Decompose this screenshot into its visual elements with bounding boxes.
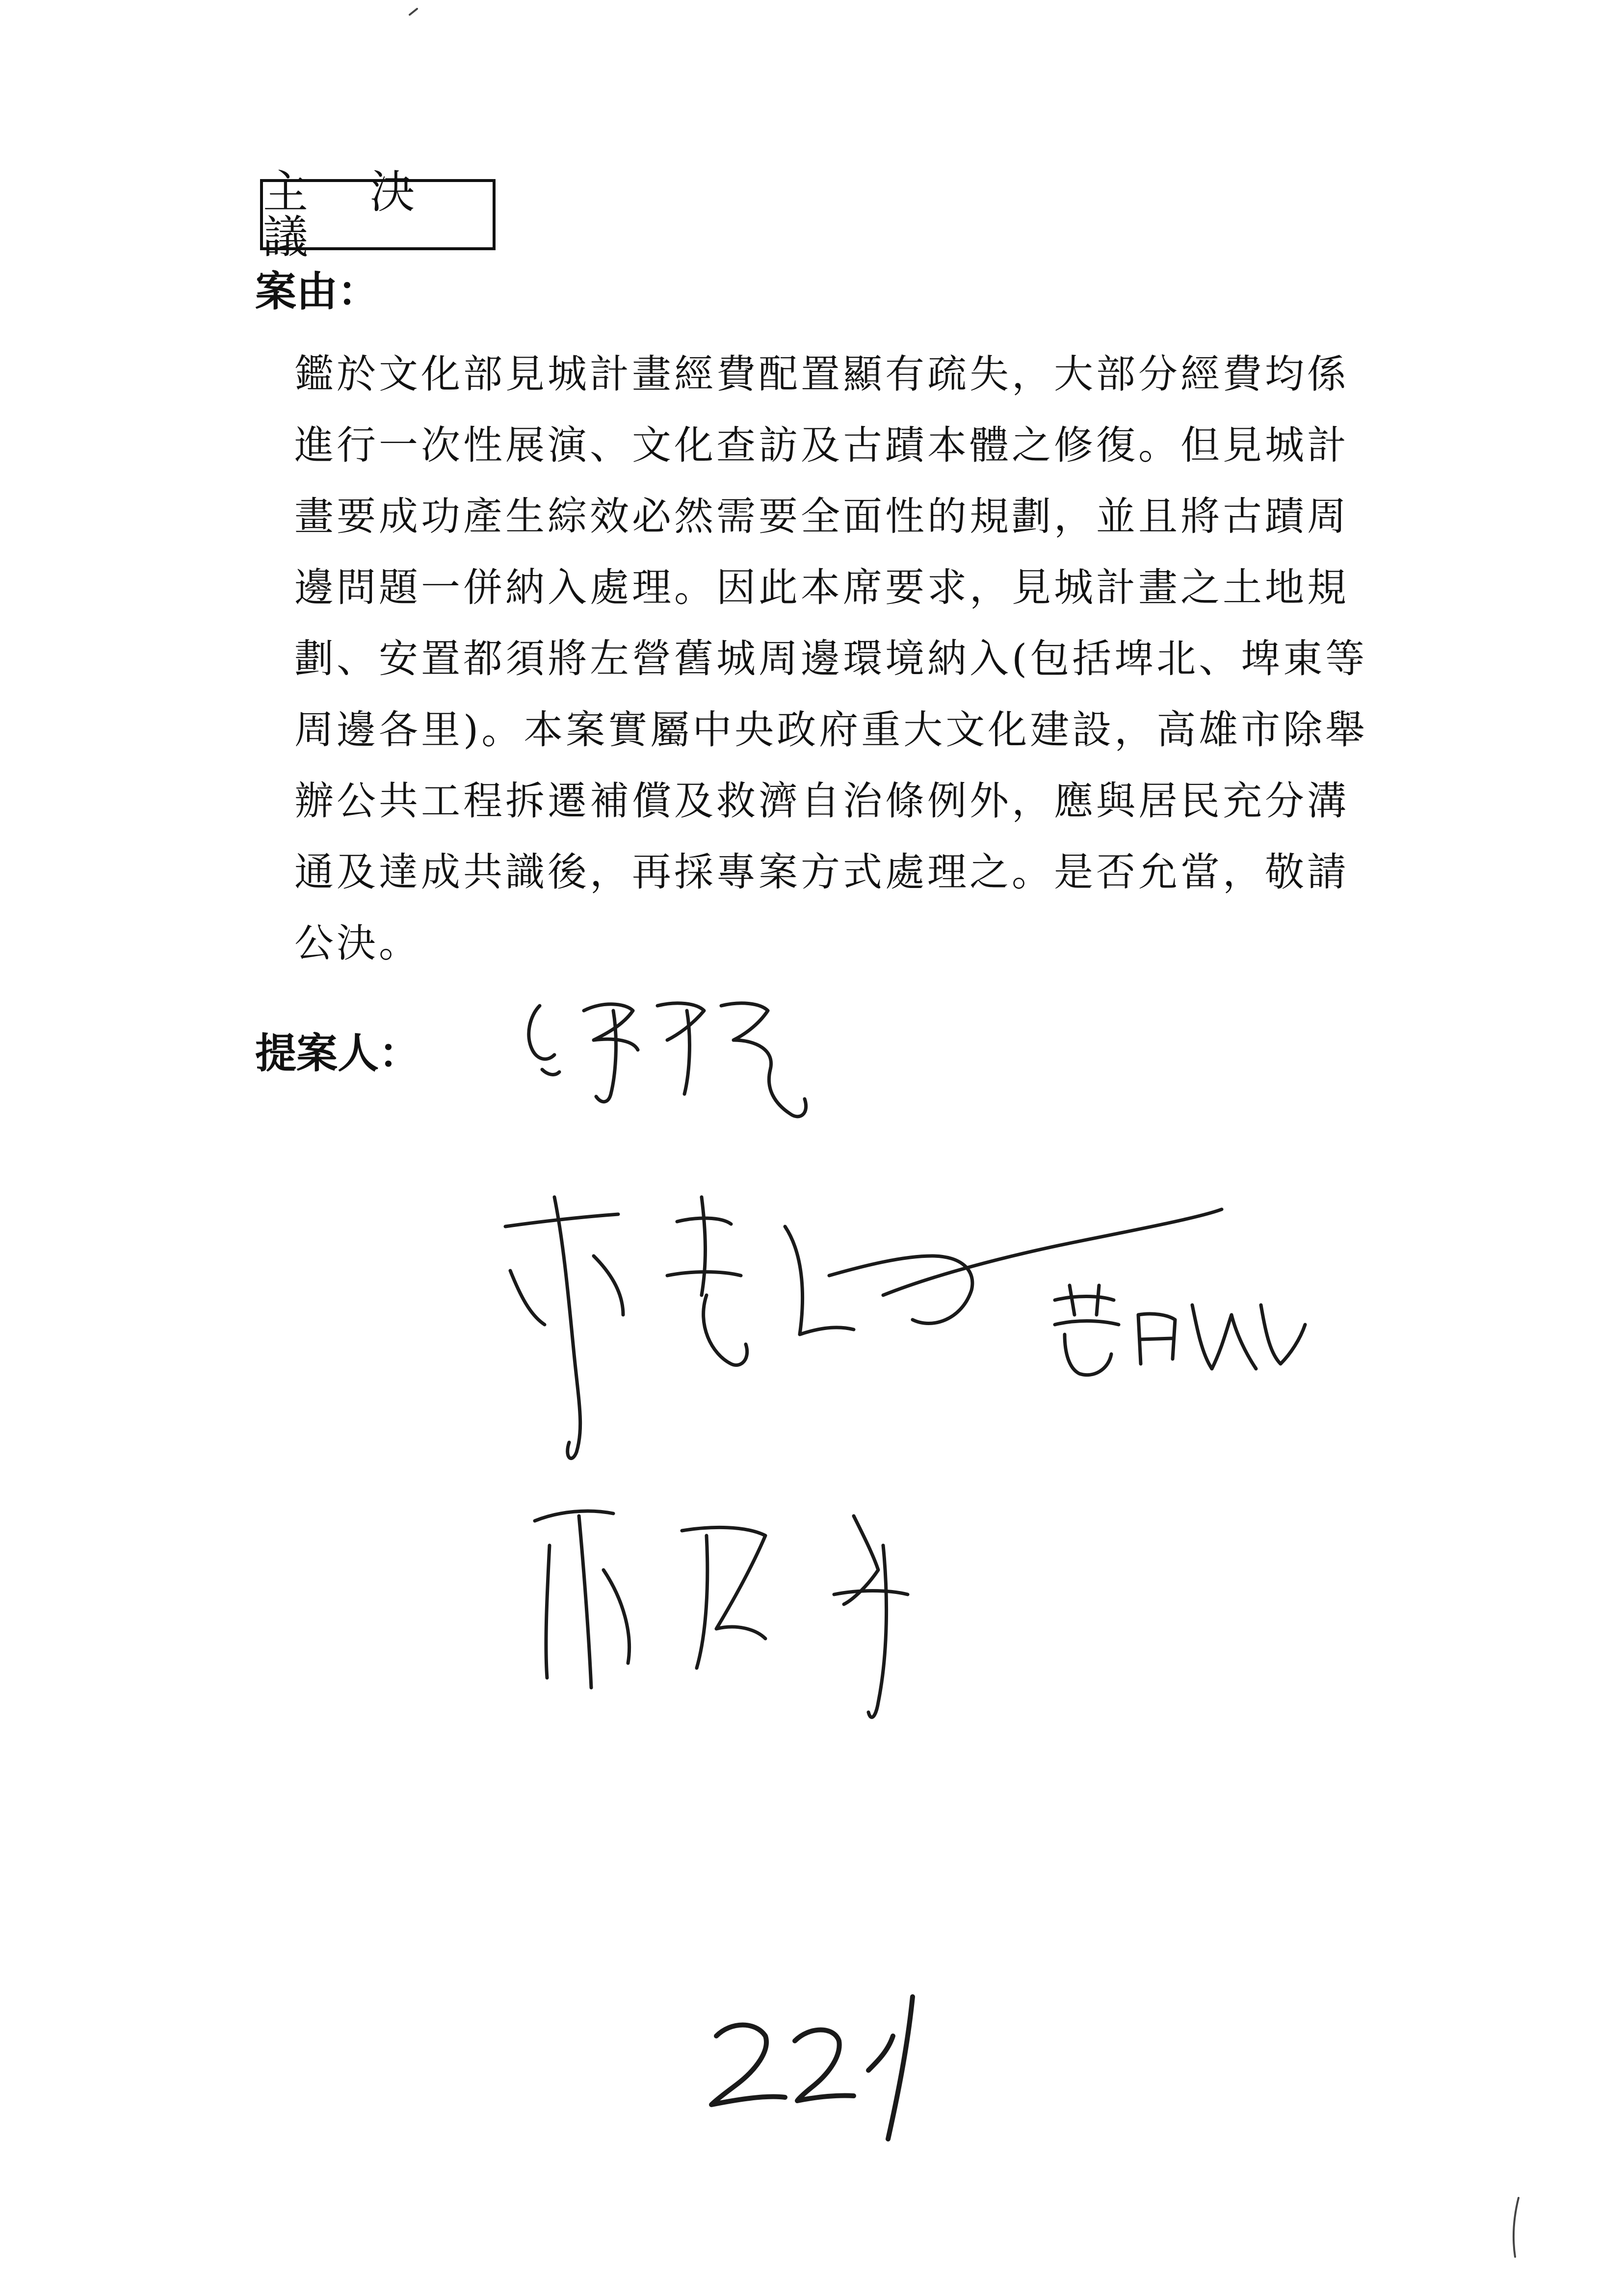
reason-line: 進行一次性展演、文化查訪及古蹟本體之修復。但見城計: [294, 422, 1349, 468]
reason-line: 邊問題一併納入處理。因此本席要求，見城計畫之土地規: [294, 565, 1349, 610]
reason-line: 鑑於文化部見城計畫經費配置顯有疏失，大部分經費均係: [294, 351, 1349, 397]
proposer-label: 提案人：: [255, 1029, 420, 1077]
handwritten-signature-3: [1055, 1285, 1305, 1375]
handwritten-page-number: [711, 1997, 913, 2139]
reason-line: 畫要成功產生綜效必然需要全面性的規劃，並且將古蹟周: [294, 494, 1349, 539]
reason-line: 公決。: [294, 920, 421, 966]
handwritten-signature-4: [535, 1511, 908, 1717]
handwritten-signature-2: [505, 1197, 1222, 1459]
reason-label: 案由：: [255, 267, 379, 315]
handwritten-signature-1: [529, 1003, 806, 1117]
reason-line: 通及達成共識後，再採專案方式處理之。是否允當，敬請: [294, 849, 1349, 895]
reason-line: 周邊各里)。本案實屬中央政府重大文化建設，高雄市除舉: [294, 707, 1368, 753]
reason-body: [294, 339, 1403, 979]
header-box: [260, 165, 496, 263]
header-title: 主 決 議: [263, 165, 439, 263]
reason-line: 辦公共工程拆遷補償及救濟自治條例外，應與居民充分溝: [294, 778, 1349, 824]
reason-line: 劃、安置都須將左營舊城周邊環境納入(包括埤北、埤東等: [294, 636, 1368, 681]
